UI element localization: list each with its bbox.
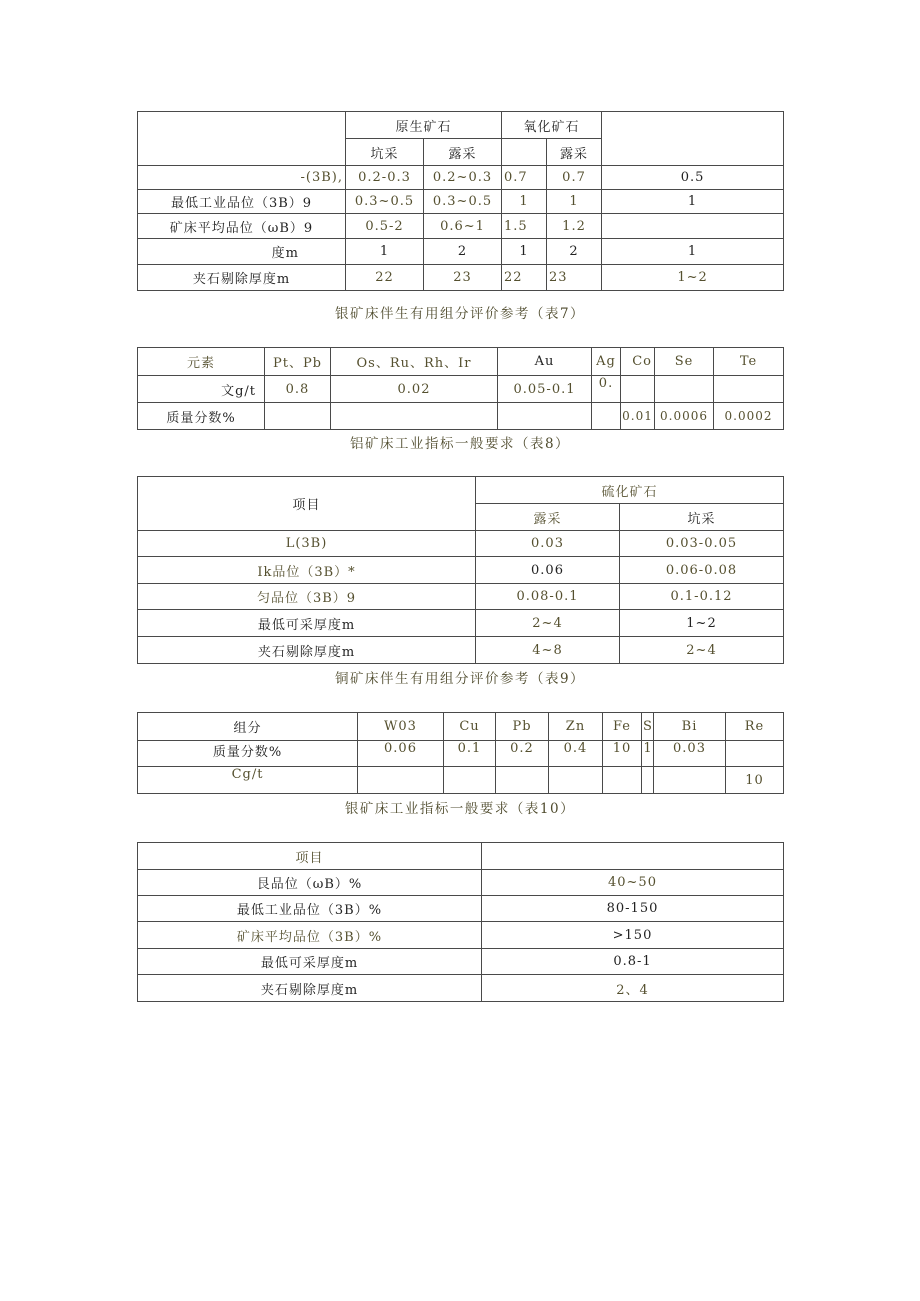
cell: 0.7 — [502, 166, 547, 190]
header-zn: Zn — [549, 713, 603, 741]
cell: 1~2 — [620, 610, 784, 637]
row-label: 艮品位（ωB）% — [138, 870, 482, 896]
cell — [603, 767, 642, 794]
row-label: -(3B), — [138, 166, 346, 190]
cell — [265, 403, 331, 430]
cell: 2~4 — [476, 610, 620, 637]
row-label: 最低工业品位（3B）% — [138, 896, 482, 922]
cell: 1~2 — [602, 265, 784, 291]
table-row — [138, 584, 784, 610]
table-row — [138, 239, 784, 265]
cell: 0.03 — [476, 531, 620, 557]
header-open: 露采 — [476, 504, 620, 531]
table-row — [138, 190, 784, 214]
cell — [654, 767, 726, 794]
table-8 — [137, 476, 784, 664]
header-pit: 坑采 — [346, 139, 424, 166]
table-8-caption: 铝矿床工业指标一般要求（表8） — [349, 436, 571, 452]
table-row — [138, 610, 784, 637]
table-row — [138, 214, 784, 239]
header-pit: 坑采 — [620, 504, 784, 531]
cell: 1 — [547, 190, 602, 214]
cell: 0.8-1 — [482, 949, 784, 975]
row-label: 夹石剔除厚度m — [138, 265, 346, 291]
cell: 0.1 — [444, 741, 496, 767]
header-component: 组分 — [138, 713, 358, 741]
header-cu: Cu — [444, 713, 496, 741]
cell: 0.03-0.05 — [620, 531, 784, 557]
header-co: Co — [621, 348, 655, 376]
cell: 0.4 — [549, 741, 603, 767]
cell: 2 — [547, 239, 602, 265]
row-label: 质量分数% — [138, 741, 358, 767]
cell: 0.5-2 — [346, 214, 424, 239]
table-row — [138, 949, 784, 975]
cell: 0.6~1 — [424, 214, 502, 239]
cell: 22 — [346, 265, 424, 291]
table-row — [138, 975, 784, 1002]
table-row — [138, 557, 784, 584]
header-se: Se — [655, 348, 714, 376]
cell: 0.5 — [602, 166, 784, 190]
header-os-ru-rh-ir: Os、Ru、Rh、Ir — [331, 348, 498, 376]
row-label: Cg/t — [138, 767, 358, 794]
table-header-row — [138, 843, 784, 870]
row-label: 最低可采厚度m — [138, 610, 476, 637]
cell: 1 — [602, 239, 784, 265]
row-label: 匀品位（3B）9 — [138, 584, 476, 610]
header-fe: Fe — [603, 713, 642, 741]
cell — [602, 214, 784, 239]
cell: 1.5 — [502, 214, 547, 239]
table-row — [138, 741, 784, 767]
cell: 0.2~0.3 — [424, 166, 502, 190]
cell: 1 — [346, 239, 424, 265]
cell — [331, 403, 498, 430]
cell: 4~8 — [476, 637, 620, 664]
header-oxide-ore: 氧化矿石 — [502, 112, 602, 139]
header-item: 项目 — [138, 843, 482, 870]
row-label: 最低可采厚度m — [138, 949, 482, 975]
header-oxide-blank — [502, 139, 547, 166]
header-re: Re — [726, 713, 784, 741]
cell: 0.8 — [265, 376, 331, 403]
table-6-empty-header — [602, 112, 784, 166]
header-s: S — [642, 713, 654, 741]
table-row — [138, 531, 784, 557]
cell: 23 — [424, 265, 502, 291]
cell: 0. — [592, 376, 621, 403]
header-te: Te — [714, 348, 784, 376]
cell: 10 — [603, 741, 642, 767]
table-10 — [137, 842, 784, 1002]
cell: 1 — [602, 190, 784, 214]
cell — [549, 767, 603, 794]
table-row — [138, 767, 784, 794]
cell: 0.2-0.3 — [346, 166, 424, 190]
header-pt-pb: Pt、Pb — [265, 348, 331, 376]
cell — [714, 376, 784, 403]
header-oxide-open: 露采 — [547, 139, 602, 166]
cell: 0.0002 — [714, 403, 784, 430]
row-label: 质量分数% — [138, 403, 265, 430]
cell — [655, 376, 714, 403]
table-row — [138, 265, 784, 291]
cell: 40~50 — [482, 870, 784, 896]
header-pb: Pb — [496, 713, 549, 741]
row-label: 文g/t — [138, 376, 265, 403]
cell — [358, 767, 444, 794]
table-9 — [137, 712, 784, 794]
cell: 1 — [642, 741, 654, 767]
cell: 0.03 — [654, 741, 726, 767]
cell: 23 — [547, 265, 602, 291]
header-sulfide-ore: 硫化矿石 — [476, 477, 784, 504]
header-ag: Ag — [592, 348, 621, 376]
cell: 2 — [424, 239, 502, 265]
cell: >150 — [482, 922, 784, 949]
cell: 1.2 — [547, 214, 602, 239]
cell: 10 — [726, 767, 784, 794]
table-9-caption: 铜矿床伴生有用组分评价参考（表9） — [334, 671, 586, 687]
row-label: 矿床平均品位（ωB）9 — [138, 214, 346, 239]
cell: 0.06 — [476, 557, 620, 584]
cell — [642, 767, 654, 794]
table-10-caption: 银矿床工业指标一般要求（表10） — [344, 801, 576, 817]
cell — [498, 403, 592, 430]
cell — [496, 767, 549, 794]
row-label: 矿床平均品位（3B）% — [138, 922, 482, 949]
table-row — [138, 637, 784, 664]
cell: 0.1-0.12 — [620, 584, 784, 610]
cell: 80-150 — [482, 896, 784, 922]
cell: 1 — [502, 190, 547, 214]
row-label: 度m — [138, 239, 346, 265]
cell: 0.05-0.1 — [498, 376, 592, 403]
table-row — [138, 896, 784, 922]
row-label: Ik品位（3B）* — [138, 557, 476, 584]
cell: 2~4 — [620, 637, 784, 664]
cell: 0.06-0.08 — [620, 557, 784, 584]
cell: 0.08-0.1 — [476, 584, 620, 610]
cell — [621, 376, 655, 403]
cell: 0.2 — [496, 741, 549, 767]
cell: 0.3~0.5 — [346, 190, 424, 214]
table-7 — [137, 347, 784, 430]
header-bi: Bi — [654, 713, 726, 741]
cell: 0.01 — [621, 403, 655, 430]
cell: 0.3~0.5 — [424, 190, 502, 214]
table-row — [138, 870, 784, 896]
row-label: 夹石剔除厚度m — [138, 637, 476, 664]
table-row — [138, 922, 784, 949]
table-6 — [137, 111, 784, 291]
cell — [592, 403, 621, 430]
cell: 2、4 — [482, 975, 784, 1002]
header-open: 露采 — [424, 139, 502, 166]
table-header-row — [138, 713, 784, 741]
table-row — [138, 403, 784, 430]
cell: 0.02 — [331, 376, 498, 403]
table-7-caption: 银矿床伴生有用组分评价参考（表7） — [334, 306, 586, 322]
header-wo3: W03 — [358, 713, 444, 741]
table-row — [138, 376, 784, 403]
table-6-corner — [138, 112, 346, 166]
table-header-row — [138, 348, 784, 376]
cell: 0.0006 — [655, 403, 714, 430]
cell — [726, 741, 784, 767]
cell: 22 — [502, 265, 547, 291]
row-label: 最低工业品位（3B）9 — [138, 190, 346, 214]
row-label: L(3B) — [138, 531, 476, 557]
header-element: 元素 — [138, 348, 265, 376]
cell: 0.06 — [358, 741, 444, 767]
header-item: 项目 — [138, 477, 476, 531]
header-primary-ore: 原生矿石 — [346, 112, 502, 139]
cell — [444, 767, 496, 794]
table-row — [138, 166, 784, 190]
cell: 1 — [502, 239, 547, 265]
cell: 0.7 — [547, 166, 602, 190]
row-label: 夹石剔除厚度m — [138, 975, 482, 1002]
header-value — [482, 843, 784, 870]
header-au: Au — [498, 348, 592, 376]
